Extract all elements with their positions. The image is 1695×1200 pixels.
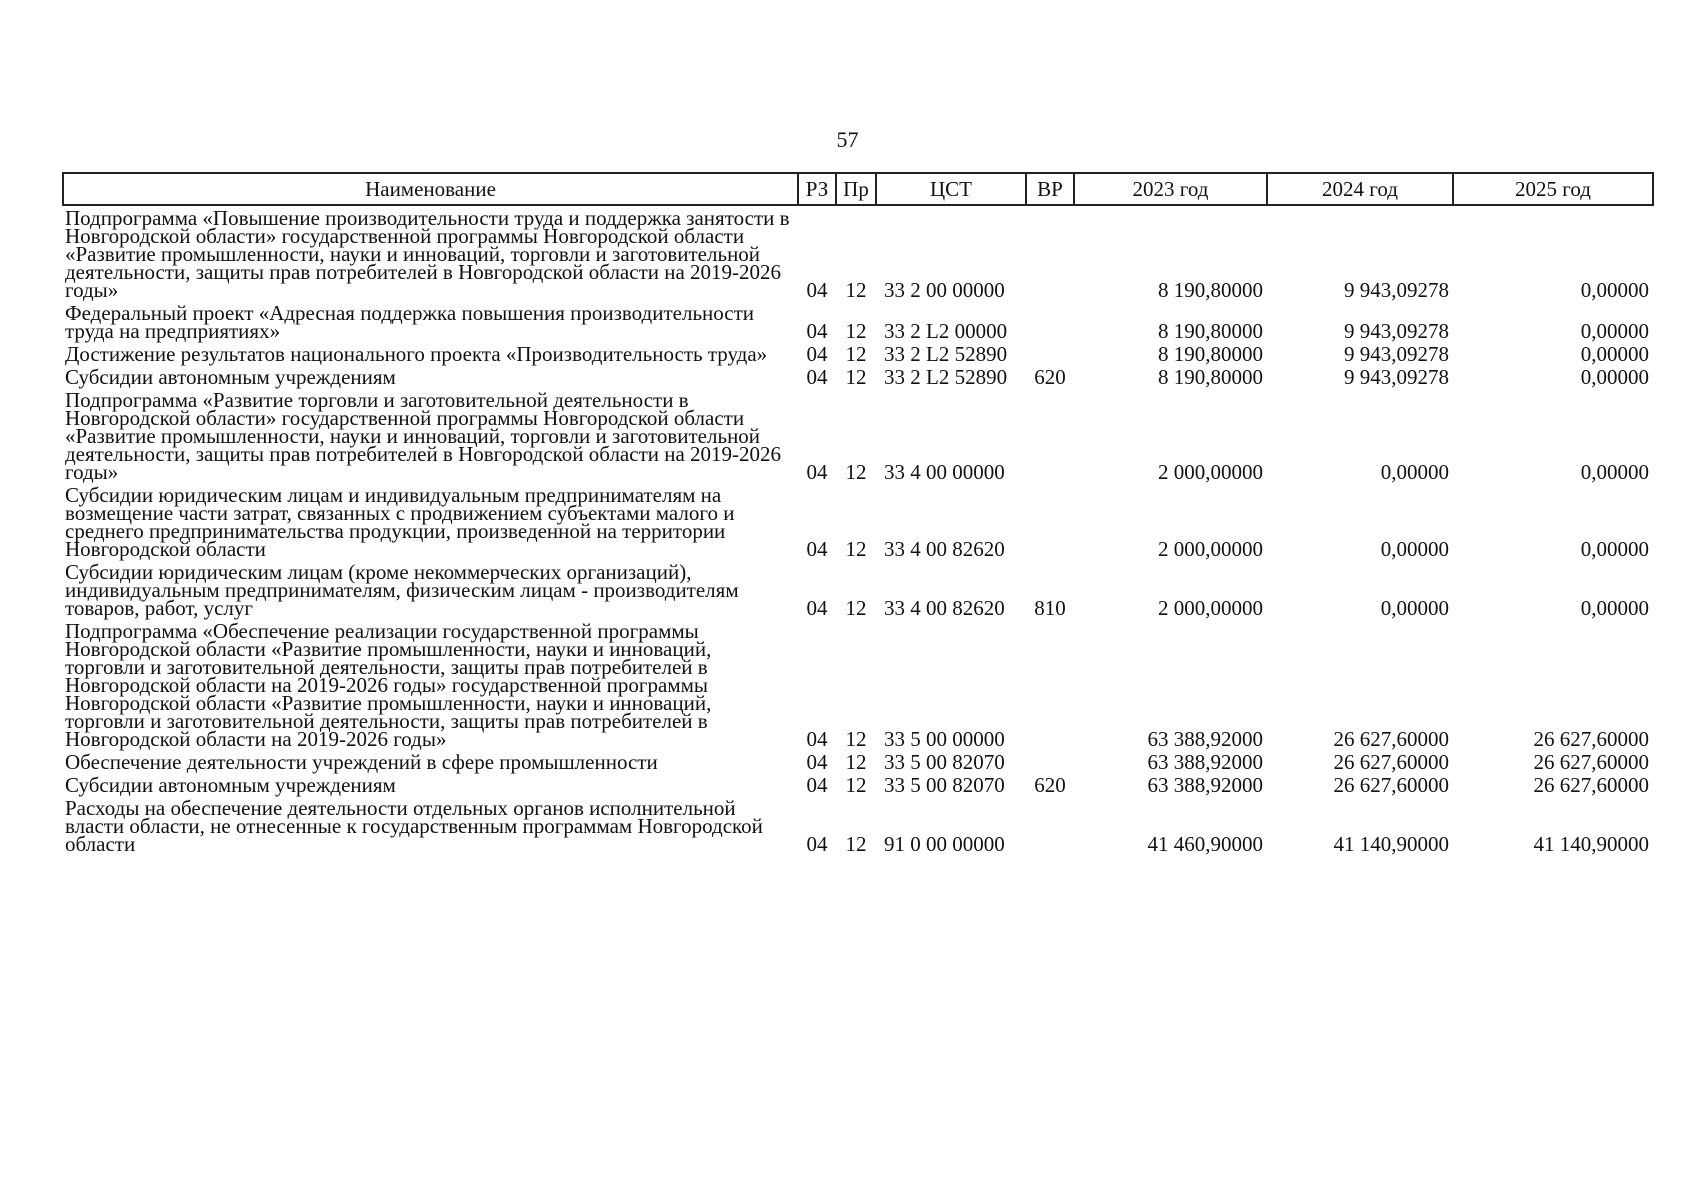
row-2025: 0,00000 (1580, 460, 1649, 484)
row-pr: 12 (845, 750, 867, 774)
row-vr (1026, 388, 1074, 483)
row-vr (1026, 619, 1074, 750)
header-vr: ВР (1026, 173, 1074, 205)
row-pr: 12 (845, 596, 867, 620)
table-row (63, 796, 1653, 855)
row-rz: 04 (806, 342, 828, 366)
header-name: Наименование (63, 173, 798, 205)
row-2024: 0,00000 (1380, 460, 1449, 484)
row-rz: 04 (806, 537, 828, 561)
row-pr: 12 (845, 460, 867, 484)
row-2025: 41 140,90000 (1533, 832, 1649, 856)
row-cst: 33 2 L2 52890 (884, 342, 1008, 366)
row-2023: 8 190,80000 (1158, 278, 1263, 302)
row-2023: 63 388,92000 (1147, 773, 1263, 797)
table-row (63, 560, 1653, 619)
header-2025: 2025 год (1453, 173, 1653, 205)
row-2023: 8 190,80000 (1158, 319, 1263, 343)
row-2024: 26 627,60000 (1333, 773, 1449, 797)
header-rz: РЗ (798, 173, 836, 205)
row-name: Субсидии юридическим лицам (кроме некоммерческих организаций), индивидуальным предпринимателям, физическим лицам - производителям товаров, работ, услуг (65, 560, 739, 620)
row-cst: 33 4 00 82620 (884, 537, 1005, 561)
row-name: Федеральный проект «Адресная поддержка повышения производительности труда на предприятиях» (65, 301, 755, 343)
row-cst: 33 4 00 82620 (884, 596, 1005, 620)
row-2025: 0,00000 (1580, 537, 1649, 561)
table-row (63, 365, 1653, 388)
row-rz: 04 (806, 750, 828, 774)
row-pr: 12 (845, 537, 867, 561)
table-row (63, 750, 1653, 773)
header-row (63, 173, 1653, 205)
row-name: Субсидии юридическим лицам и индивидуальным предпринимателям на возмещение части затрат, связанных с продвижением субъектами малого и среднего предпринимательства продукции, произведенной на территории Новгородской области (65, 483, 735, 561)
row-2024: 9 943,09278 (1344, 365, 1449, 389)
row-pr: 12 (845, 773, 867, 797)
table-header (63, 173, 1653, 205)
row-rz: 04 (806, 773, 828, 797)
row-2024: 9 943,09278 (1344, 342, 1449, 366)
page-number: 57 (836, 127, 859, 152)
row-2025: 26 627,60000 (1533, 750, 1649, 774)
row-cst: 33 5 00 00000 (884, 727, 1005, 751)
row-name: Субсидии автономным учреждениям (65, 365, 396, 389)
row-name: Подпрограмма «Повышение производительности труда и поддержка занятости в Новгородской области» государственной программы Новгородской области «Развитие промышленности, науки и инноваций, торговли и заготовительной деятельности, защиты прав потребителей в Новгородской области на 2019-2026 годы» (65, 206, 790, 302)
row-2025: 0,00000 (1580, 342, 1649, 366)
row-2023: 63 388,92000 (1147, 750, 1263, 774)
row-2023: 63 388,92000 (1147, 727, 1263, 751)
row-vr (1026, 342, 1074, 365)
row-rz: 04 (806, 727, 828, 751)
row-2023: 2 000,00000 (1158, 537, 1263, 561)
row-vr (1026, 483, 1074, 560)
row-rz: 04 (806, 278, 828, 302)
row-vr (1026, 301, 1074, 342)
table-body (63, 205, 1653, 855)
row-name: Подпрограмма «Обеспечение реализации государственной программы Новгородской области «Развитие промышленности, науки и инноваций, торговли и заготовительной деятельности, защиты прав потребителей в Новгородской области на 2019-2026 годы» государственной программы Новгородской области «Развитие промышленности, науки и инноваций, торговли и заготовительной деятельности, защиты прав потребителей в Новгородской области на 2019-2026 годы» (65, 619, 712, 751)
table-row (63, 619, 1653, 750)
row-cst: 33 5 00 82070 (884, 773, 1005, 797)
row-2023: 8 190,80000 (1158, 365, 1263, 389)
table-row (63, 205, 1653, 301)
header-2023: 2023 год (1074, 173, 1267, 205)
row-2025: 0,00000 (1580, 596, 1649, 620)
table-row (63, 483, 1653, 560)
header-pr: Пр (836, 173, 876, 205)
row-pr: 12 (845, 365, 867, 389)
row-name: Достижение результатов национального проекта «Производительность труда» (65, 342, 768, 366)
row-2023: 8 190,80000 (1158, 342, 1263, 366)
row-cst: 91 0 00 00000 (884, 832, 1005, 856)
row-2025: 0,00000 (1580, 319, 1649, 343)
row-vr (1026, 205, 1074, 301)
row-pr: 12 (845, 278, 867, 302)
row-pr: 12 (845, 832, 867, 856)
row-vr (1026, 750, 1074, 773)
row-cst: 33 5 00 82070 (884, 750, 1005, 774)
table-row (63, 342, 1653, 365)
table-row (63, 773, 1653, 796)
row-pr: 12 (845, 727, 867, 751)
row-vr (1026, 796, 1074, 855)
header-cst: ЦСТ (876, 173, 1026, 205)
row-name: Подпрограмма «Развитие торговли и заготовительной деятельности в Новгородской области» государственной программы Новгородской области «Развитие промышленности, науки и инноваций, торговли и заготовительной деятельности, защиты прав потребителей в Новгородской области на 2019-2026 годы» (65, 388, 782, 484)
row-vr: 620 (1034, 773, 1066, 797)
row-2023: 2 000,00000 (1158, 596, 1263, 620)
row-rz: 04 (806, 832, 828, 856)
table-row (63, 388, 1653, 483)
budget-table (62, 172, 1654, 855)
row-pr: 12 (845, 342, 867, 366)
row-2024: 0,00000 (1380, 596, 1449, 620)
row-2023: 41 460,90000 (1147, 832, 1263, 856)
row-2024: 26 627,60000 (1333, 750, 1449, 774)
row-cst: 33 2 L2 52890 (884, 365, 1008, 389)
row-cst: 33 2 00 00000 (884, 278, 1005, 302)
row-2025: 26 627,60000 (1533, 727, 1649, 751)
row-2024: 9 943,09278 (1344, 319, 1449, 343)
row-2025: 0,00000 (1580, 365, 1649, 389)
table-row (63, 301, 1653, 342)
row-2024: 0,00000 (1380, 537, 1449, 561)
row-rz: 04 (806, 319, 828, 343)
row-2024: 41 140,90000 (1333, 832, 1449, 856)
row-2025: 26 627,60000 (1533, 773, 1649, 797)
row-rz: 04 (806, 365, 828, 389)
row-rz: 04 (806, 460, 828, 484)
row-vr: 810 (1034, 596, 1066, 620)
row-pr: 12 (845, 319, 867, 343)
row-name: Расходы на обеспечение деятельности отдельных органов исполнительной власти области, не отнесенные к государственным программам Новгородской области (65, 796, 763, 856)
header-2024: 2024 год (1267, 173, 1453, 205)
row-2024: 9 943,09278 (1344, 278, 1449, 302)
row-name: Субсидии автономным учреждениям (65, 773, 396, 797)
row-2023: 2 000,00000 (1158, 460, 1263, 484)
row-vr: 620 (1034, 365, 1066, 389)
row-rz: 04 (806, 596, 828, 620)
row-2025: 0,00000 (1580, 278, 1649, 302)
row-cst: 33 2 L2 00000 (884, 319, 1008, 343)
row-name: Обеспечение деятельности учреждений в сфере промышленности (65, 750, 658, 774)
row-cst: 33 4 00 00000 (884, 460, 1005, 484)
row-2024: 26 627,60000 (1333, 727, 1449, 751)
